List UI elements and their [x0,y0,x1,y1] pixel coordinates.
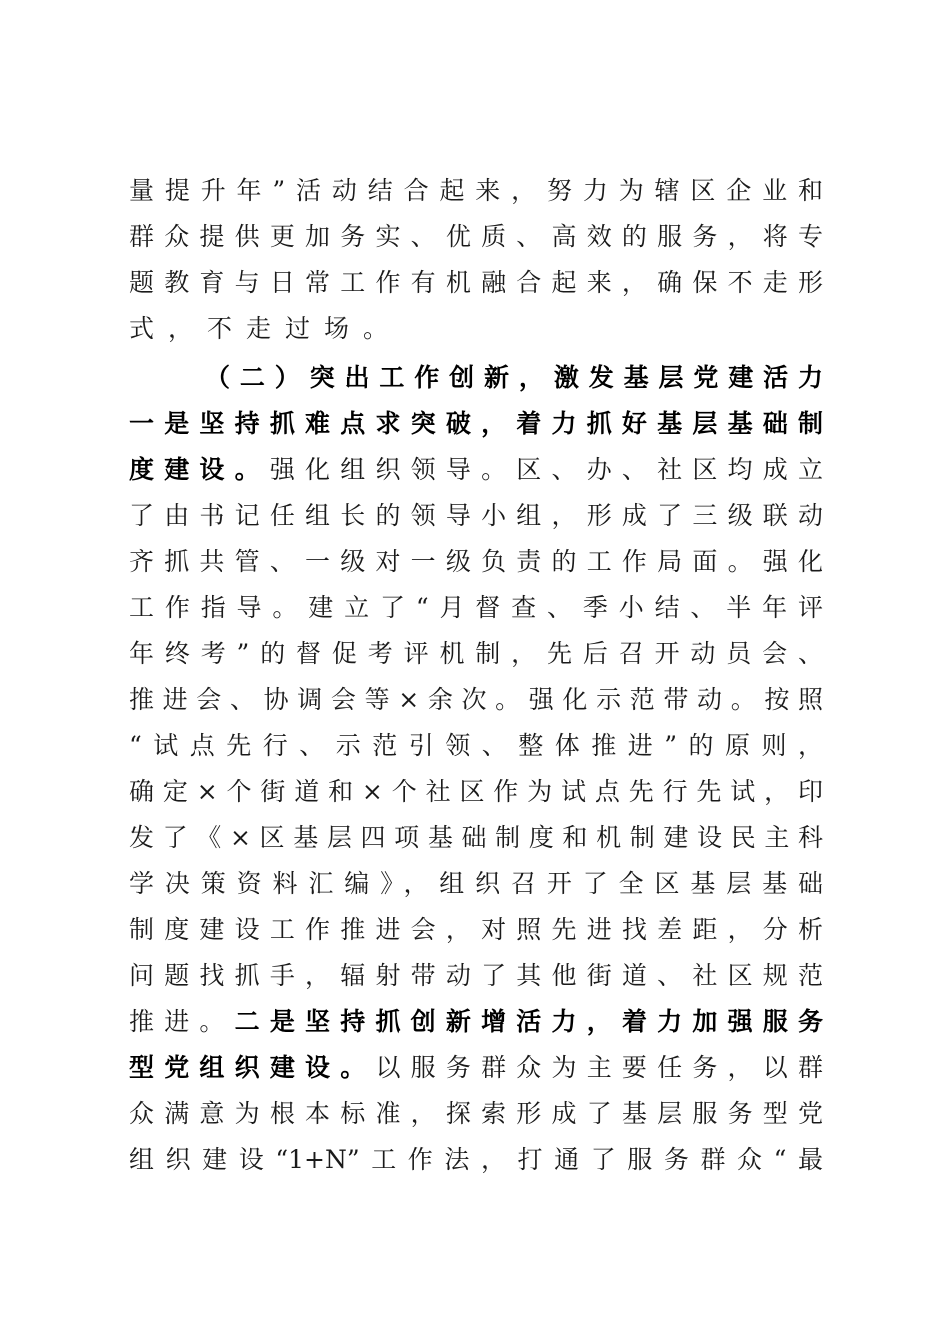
text-line-17: 制度建设工作推进会，对照先进找差距，分析 [129,915,823,944]
text-line-19: 推进。二是坚持抓创新增活力，着力加强服务 [129,1007,823,1036]
text-line-20: 型党组织建设。以服务群众为主要任务，以群 [129,1053,823,1082]
text-line-15: 发了《×区基层四项基础制度和机制建设民主科 [129,823,823,852]
text-line-8: 了由书记任组长的领导小组，形成了三级联动 [129,501,823,530]
text-line-14: 确定×个街道和×个社区作为试点先行先试，印 [129,777,823,806]
text-line-4: 式，不走过场。 [129,314,403,343]
text-line-11: 年终考”的督促考评机制，先后召开动员会、 [129,639,823,668]
text-line-3: 题教育与日常工作有机融合起来，确保不走形 [129,268,823,297]
text-line-2: 群众提供更加务实、优质、高效的服务，将专 [129,222,823,251]
text-line-1: 量提升年”活动结合起来，努力为辖区企业和 [129,176,823,205]
text-line-12: 推进会、协调会等×余次。强化示范带动。按照 [129,685,823,714]
text-line-7: 度建设。强化组织领导。区、办、社区均成立 [129,455,823,484]
text-line-18: 问题找抓手，辐射带动了其他街道、社区规范 [129,961,823,990]
text-line-13: “试点先行、示范引领、整体推进”的原则， [129,731,823,760]
text-line-9: 齐抓共管、一级对一级负责的工作局面。强化 [129,547,823,576]
text-line-22: 组织建设“1+N”工作法，打通了服务群众“最 [129,1145,823,1174]
text-line-16: 学决策资料汇编》，组织召开了全区基层基础 [129,869,823,898]
text-line-21: 众满意为根本标准，探索形成了基层服务型党 [129,1099,823,1128]
text-line-6: 一是坚持抓难点求突破，着力抓好基层基础制 [129,409,823,438]
section-heading: （二）突出工作创新，激发基层党建活力 [205,363,823,392]
text-line-10: 工作指导。建立了“月督查、季小结、半年评 [129,593,823,622]
